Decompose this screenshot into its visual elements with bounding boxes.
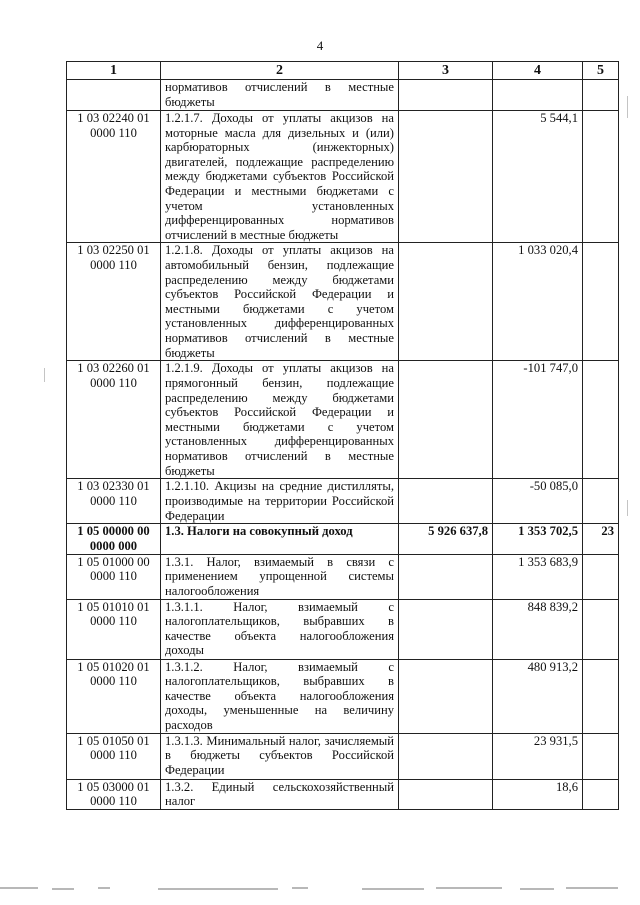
row-col4-value: 18,6 (493, 779, 583, 809)
header-col-2: 2 (161, 62, 399, 80)
row-col5-value (583, 554, 619, 599)
row-col5-value (583, 779, 619, 809)
row-name: 1.3.1.3. Минимальный налог, зачисляемый в бюджеты субъектов Российской Федерации (161, 733, 399, 779)
row-col3-value (399, 80, 493, 111)
table-row (67, 599, 619, 659)
row-col4-value: 848 839,2 (493, 599, 583, 659)
row-col5-value (583, 243, 619, 361)
row-code: 1 03 02240 01 0000 110 (67, 111, 161, 243)
table-row (67, 733, 619, 779)
row-col4-value: 1 353 702,5 (493, 524, 583, 554)
table-header-row (67, 62, 619, 80)
row-name: 1.2.1.8. Доходы от уплаты акцизов на автомобильный бензин, подлежащие распределению между бюджетами субъектов Российской Федерации и местными бюджетами с учетом установленных дифференцированных нормативов отчислений в местные бюджеты (161, 243, 399, 361)
table-row (67, 779, 619, 809)
table-row (67, 80, 619, 111)
table-row (67, 111, 619, 243)
row-name: 1.3.2. Единый сельскохозяйственный налог (161, 779, 399, 809)
row-col4-value: -50 085,0 (493, 479, 583, 524)
row-name: 1.2.1.10. Акцизы на средние дистилляты, производимые на территории Российской Федерации (161, 479, 399, 524)
row-code: 1 03 02330 01 0000 110 (67, 479, 161, 524)
row-col3-value (399, 779, 493, 809)
row-col4-value: 1 353 683,9 (493, 554, 583, 599)
row-code: 1 05 01020 01 0000 110 (67, 659, 161, 733)
row-name: 1.2.1.7. Доходы от уплаты акцизов на моторные масла для дизельных и (или) карбюраторных (инжекторных) двигателей, подлежащие распределению между бюджетами субъектов Российской Федерации и местными бюджетами с учетом установленных дифференцированных нормативов отчислений в местные бюджеты (161, 111, 399, 243)
row-code: 1 05 01000 00 0000 110 (67, 554, 161, 599)
row-name: 1.3.1.1. Налог, взимаемый с налогоплательщиков, выбравших в качестве объекта налогообложения доходы (161, 599, 399, 659)
margin-mark (627, 500, 628, 516)
row-code: 1 05 01050 01 0000 110 (67, 733, 161, 779)
row-col4-value: -101 747,0 (493, 361, 583, 479)
row-col3-value (399, 599, 493, 659)
row-col5-value (583, 80, 619, 111)
row-code: 1 05 03000 01 0000 110 (67, 779, 161, 809)
margin-mark (627, 96, 628, 118)
budget-table (66, 61, 619, 810)
row-code: 1 05 01010 01 0000 110 (67, 599, 161, 659)
header-col-3: 3 (399, 62, 493, 80)
row-name: нормативов отчислений в местные бюджеты (161, 80, 399, 111)
header-col-1: 1 (67, 62, 161, 80)
table-row (67, 524, 619, 554)
table-row (67, 554, 619, 599)
row-name: 1.3.1. Налог, взимаемый в связи с применением упрощенной системы налогообложения (161, 554, 399, 599)
row-col3-value (399, 554, 493, 599)
row-col4-value: 1 033 020,4 (493, 243, 583, 361)
row-col5-value (583, 479, 619, 524)
row-col4-value (493, 80, 583, 111)
row-code (67, 80, 161, 111)
header-col-5: 5 (583, 62, 619, 80)
row-name: 1.3.1.2. Налог, взимаемый с налогоплательщиков, выбравших в качестве объекта налогообложения доходы, уменьшенные на величину расходов (161, 659, 399, 733)
row-col5-value (583, 659, 619, 733)
row-col3-value (399, 111, 493, 243)
row-col3-value (399, 361, 493, 479)
header-col-4: 4 (493, 62, 583, 80)
row-col3-value (399, 733, 493, 779)
row-col4-value: 5 544,1 (493, 111, 583, 243)
margin-mark (44, 368, 45, 382)
row-code: 1 03 02260 01 0000 110 (67, 361, 161, 479)
row-name: 1.3. Налоги на совокупный доход (161, 524, 399, 554)
row-col5-value (583, 733, 619, 779)
row-col4-value: 480 913,2 (493, 659, 583, 733)
row-col3-value (399, 243, 493, 361)
row-col5-value: 23 (583, 524, 619, 554)
row-col4-value: 23 931,5 (493, 733, 583, 779)
table-row (67, 361, 619, 479)
page-number: 4 (316, 38, 324, 53)
row-col5-value (583, 111, 619, 243)
row-code: 1 05 00000 00 0000 000 (67, 524, 161, 554)
table-row (67, 479, 619, 524)
row-col3-value: 5 926 637,8 (399, 524, 493, 554)
row-col3-value (399, 479, 493, 524)
table-row (67, 243, 619, 361)
scan-artifacts (0, 886, 640, 894)
row-col3-value (399, 659, 493, 733)
table-row (67, 659, 619, 733)
row-name: 1.2.1.9. Доходы от уплаты акцизов на прямогонный бензин, подлежащие распределению между бюджетами субъектов Российской Федерации и местными бюджетами с учетом установленных дифференцированных нормативов отчислений в местные бюджеты (161, 361, 399, 479)
row-code: 1 03 02250 01 0000 110 (67, 243, 161, 361)
row-col5-value (583, 361, 619, 479)
row-col5-value (583, 599, 619, 659)
